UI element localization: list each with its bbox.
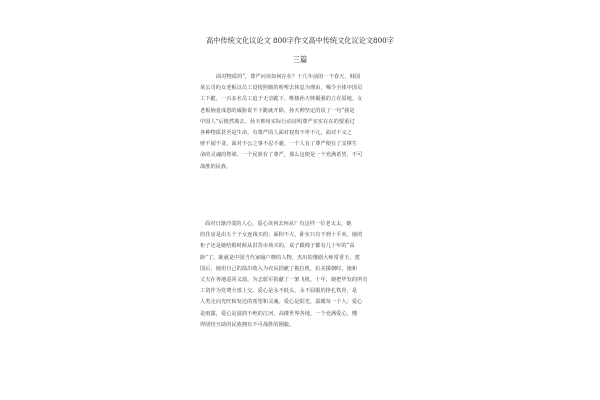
text-line: 命的灵魂的脊梁。一个民族有了尊严，那么这便是一个充满希望，不可 — [200, 152, 363, 159]
text-line: 龄”了。她就是中国当代家喻户晓的人物，杰出的豫剧大师常香玉。建 — [200, 254, 360, 261]
text-line: 国后，她用自己的演出收入为农民捐献了拖拉机，抗美援朝时，她和 — [200, 265, 358, 272]
text-line: 面对日渐冷漠的人心，爱心该何去何从？有这样一位老太太，她 — [205, 221, 352, 227]
text-line: 工下跪。一百多名员工迫于无奈跪下，唯独孙天帅倔强的立在原地。女 — [200, 96, 363, 103]
text-line: 中国人”后愤然离去。孙天帅用实际行动证明尊严实实在在的要重过 — [200, 118, 355, 125]
text-line: 丈夫在各地巡回义演，为志愿军捐献了一架飞机，十年，她把毕发的所有 — [200, 276, 368, 283]
text-line: 得团结互助的民族拥有不可战胜的刚毅。 — [200, 321, 295, 328]
text-line: 战胜的民族。 — [200, 163, 232, 170]
text-line: 的住房是由五个子女连钱买的；面积不大，卧室只有不到十平米，她的 — [200, 232, 363, 239]
text-line: 柜子还是她结婚时候从旧货市场买的。桌子跟椅子都有几十年的“高 — [200, 243, 355, 250]
body-paragraph-2 — [200, 219, 412, 331]
text-line: 面对物质的“，尊严问该如何存在？十几年前的一个春天，韩国 — [216, 74, 361, 80]
body-paragraph-1 — [200, 72, 412, 173]
text-line: 工资作为党费全部上交。爱心是永不低头，永不屈服的挣扎铁骨，是 — [200, 288, 358, 295]
text-line: 老板恼羞成怒的威胁说不下跪就开除，孙天帅坚定的说了一句“我是 — [200, 107, 355, 114]
text-line: 是雨露，爱心是滋润不绝的江河，高楼世界各地，一个充满爱心，懂 — [200, 310, 358, 317]
text-line: 人类走向光旺和发达的希望和灵魂。爱心是阳光，温暖每一个人；爱心 — [200, 299, 363, 306]
text-line: 各种物质甚至是生命。有尊严的人面对权贵不卑不亢，面对不义之 — [200, 129, 352, 136]
document-subtitle: 三篇 — [292, 55, 308, 64]
text-line: 某公司的女老板以员工没按照她的吩咐去休息为理由，喝令全体中国员 — [200, 85, 363, 92]
text-line: 财不闻不贪，面对不公之事不忍不避。一个人有了尊严便有了支撑生 — [200, 141, 358, 148]
document-title: 高中传统文化议论文 800字作文高中传统文化议论文800字 — [206, 36, 394, 45]
